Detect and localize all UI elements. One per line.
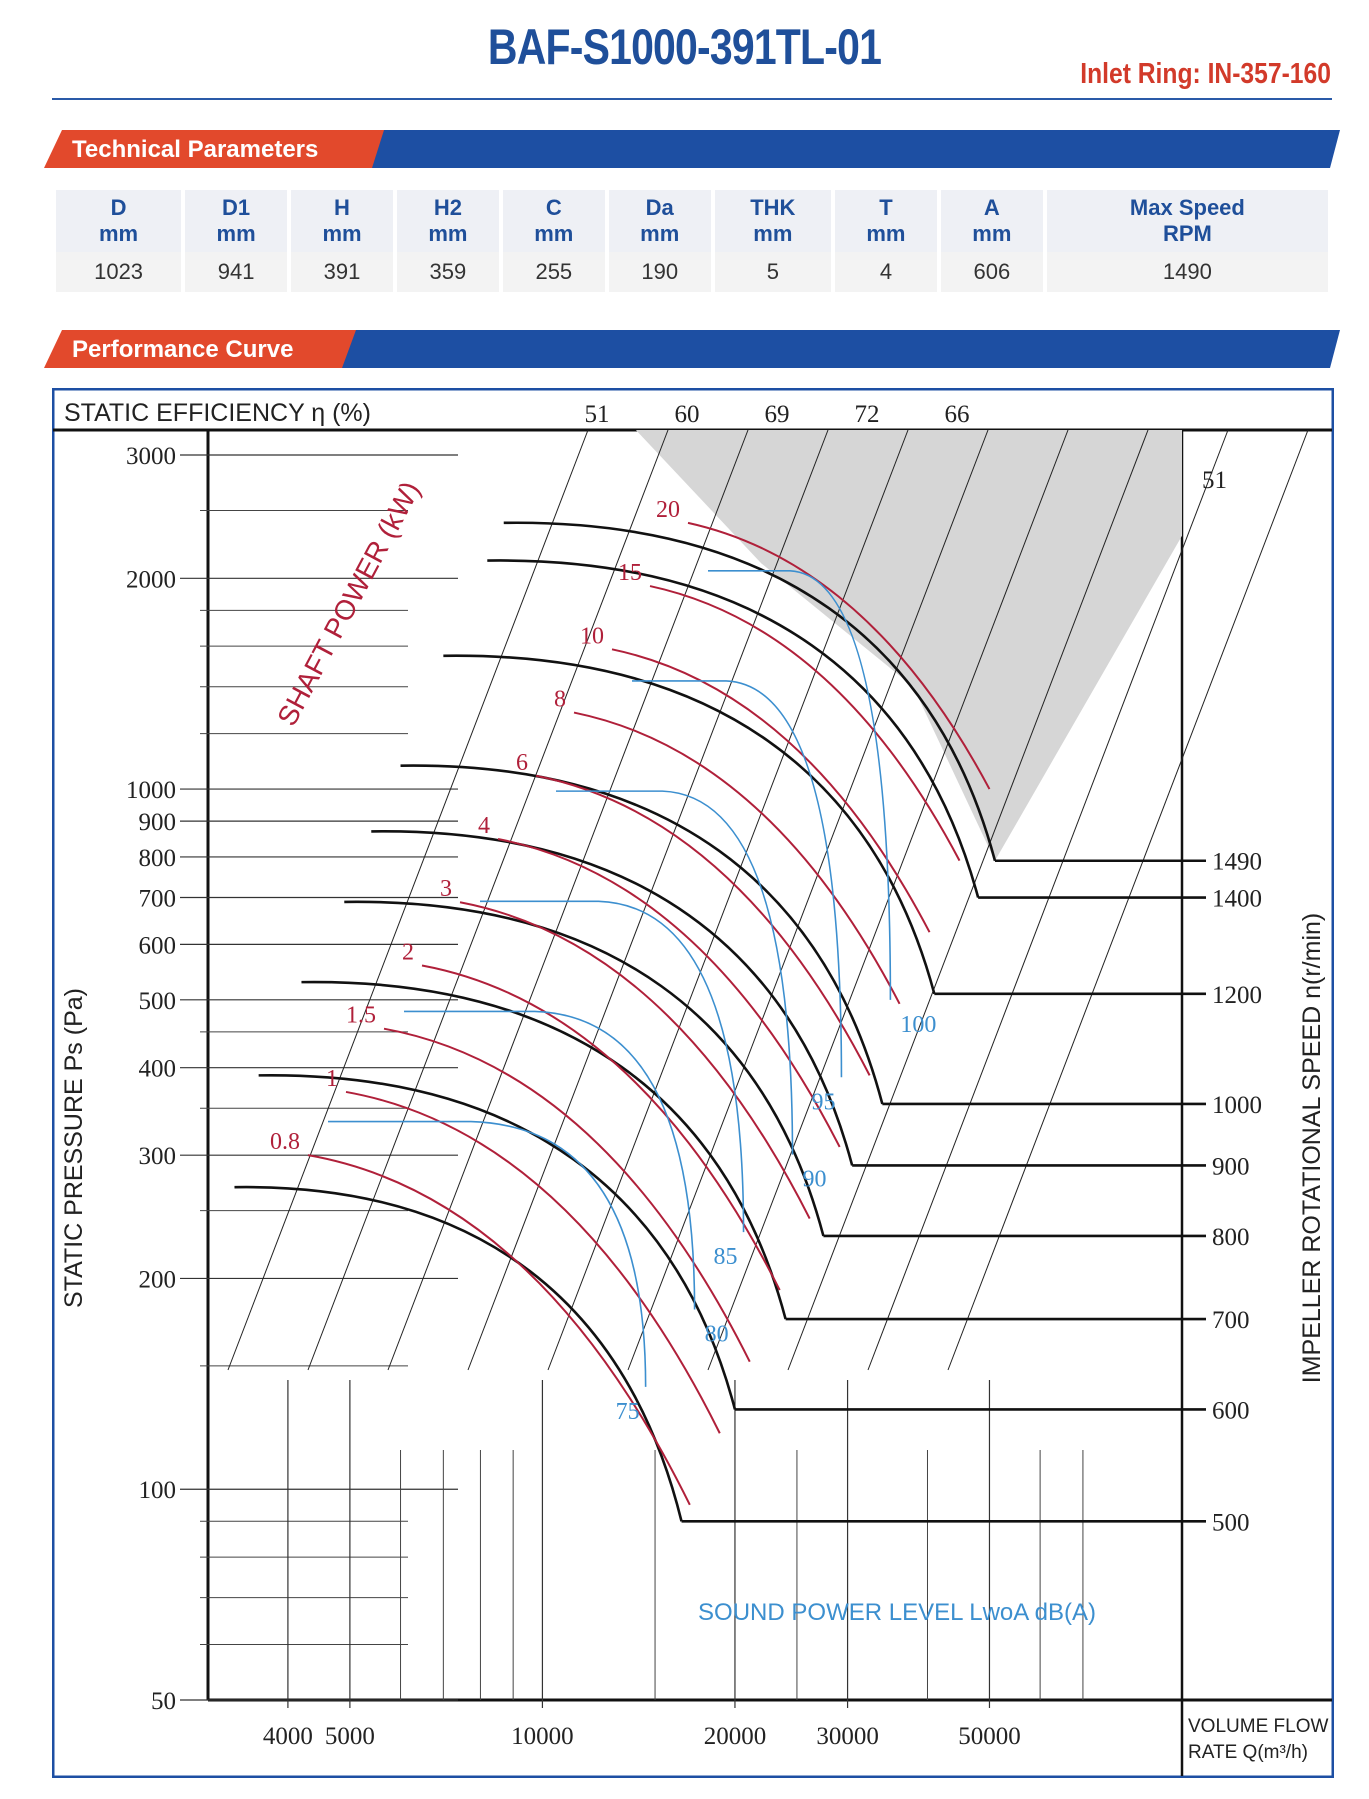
speed-label: 1490 <box>1212 848 1262 876</box>
x-tick-label: 30000 <box>816 1723 879 1750</box>
sound-curve-95 <box>632 681 841 1077</box>
banner-title: Performance Curve <box>72 336 294 363</box>
sound-level-title: SOUND POWER LEVEL LwoA dB(A) <box>698 1599 1096 1626</box>
efficiency-value-label: 69 <box>764 401 790 428</box>
param-name: Da <box>645 195 674 220</box>
param-name: H <box>334 195 350 220</box>
efficiency-grid-line <box>228 430 588 1370</box>
inlet-ring-label: Inlet Ring: IN-357-160 <box>1080 58 1331 90</box>
param-value-max-speed: 1490 <box>1047 252 1328 292</box>
sound-label: 80 <box>704 1321 729 1348</box>
parameters-table <box>52 190 1332 292</box>
performance-curve-banner <box>44 330 1340 368</box>
y-tick-label: 300 <box>138 1143 176 1171</box>
param-name: H2 <box>433 195 462 220</box>
param-unit: mm <box>640 221 680 246</box>
y-tick-label: 1000 <box>126 777 176 805</box>
efficiency-value-label: 66 <box>944 401 970 428</box>
param-header-h2 <box>397 190 499 252</box>
param-value-thk: 5 <box>715 252 831 292</box>
param-header-a <box>941 190 1043 252</box>
sound-label: 75 <box>615 1398 640 1425</box>
y-axis-title: STATIC PRESSURE Ps (Pa) <box>60 988 88 1308</box>
param-header-max-speed <box>1047 190 1328 252</box>
param-value-t: 4 <box>835 252 937 292</box>
y-tick-label: 800 <box>138 844 176 872</box>
param-header-t <box>835 190 937 252</box>
param-header-h <box>291 190 393 252</box>
param-name: Max Speed <box>1129 195 1245 220</box>
param-header-d1 <box>185 190 287 252</box>
speed-curve-500 <box>234 1187 681 1521</box>
speed-label: 1400 <box>1212 885 1262 913</box>
y-tick-label: 100 <box>138 1477 176 1505</box>
power-label: 2 <box>402 939 414 966</box>
sound-curve-85 <box>480 901 744 1232</box>
speed-label: 500 <box>1212 1509 1250 1537</box>
parameters-table-wrap <box>52 190 1332 292</box>
shaft-power-title: SHAFT POWER (kW) <box>271 476 427 731</box>
param-unit: RPM <box>1162 221 1212 246</box>
parameters-value-row <box>56 252 1328 292</box>
efficiency-value-label: 60 <box>674 401 700 428</box>
param-unit: mm <box>428 221 468 246</box>
y-tick-label: 400 <box>138 1055 176 1083</box>
technical-parameters-banner <box>44 130 1340 168</box>
y-tick-label: 700 <box>138 885 176 913</box>
param-value-h2: 359 <box>397 252 499 292</box>
speed-label: 900 <box>1212 1153 1250 1181</box>
power-label: 4 <box>478 813 490 840</box>
speed-curve-600 <box>259 1075 735 1409</box>
power-curve-1 <box>346 1092 720 1433</box>
shaded-region <box>636 430 1182 861</box>
power-label: 0.8 <box>270 1129 300 1156</box>
efficiency-axis-label: STATIC EFFICIENCY η (%) <box>64 399 371 427</box>
efficiency-value-label: 51 <box>1202 467 1227 494</box>
banner-title: Technical Parameters <box>72 136 319 163</box>
x-tick-label: 5000 <box>324 1723 375 1750</box>
power-label: 6 <box>516 749 528 776</box>
speed-label: 800 <box>1212 1223 1250 1251</box>
y-tick-label: 900 <box>138 809 176 837</box>
sound-curve-75 <box>328 1122 646 1387</box>
param-name: C <box>545 195 562 220</box>
x-axis-title-line2: RATE Q(m³/h) <box>1188 1742 1308 1763</box>
power-label: 10 <box>580 623 604 650</box>
power-label: 8 <box>554 686 566 713</box>
y-tick-label: 500 <box>138 987 176 1015</box>
power-curve-0.8 <box>308 1155 690 1505</box>
header-rule <box>52 98 1332 100</box>
power-label: 20 <box>656 496 680 523</box>
y-tick-label: 50 <box>151 1688 176 1715</box>
param-value-d1: 941 <box>185 252 287 292</box>
model-title: BAF-S1000-391TL-01 <box>487 19 882 75</box>
param-value-h: 391 <box>291 252 393 292</box>
x-tick-label: 4000 <box>262 1723 313 1750</box>
sound-label: 95 <box>811 1089 836 1116</box>
y-tick-label: 2000 <box>126 566 176 594</box>
parameters-header-row <box>56 190 1328 252</box>
sound-curve-90 <box>556 791 792 1155</box>
param-value-da: 190 <box>609 252 711 292</box>
performance-chart <box>52 388 1334 1783</box>
sound-curve-80 <box>404 1011 695 1309</box>
y-tick-label: 3000 <box>126 443 176 470</box>
performance-chart-svg <box>52 388 1334 1778</box>
param-value-d: 1023 <box>56 252 181 292</box>
param-name: A <box>983 195 1000 220</box>
efficiency-value-label: 51 <box>584 401 610 428</box>
param-unit: mm <box>99 221 139 246</box>
speed-label: 1000 <box>1212 1091 1262 1119</box>
param-name: D <box>110 195 127 220</box>
y-tick-label: 200 <box>138 1266 176 1294</box>
power-curve-2 <box>422 965 780 1290</box>
sound-label: 100 <box>900 1011 937 1038</box>
param-unit: mm <box>866 221 906 246</box>
param-unit: mm <box>753 221 793 246</box>
power-label: 15 <box>618 560 642 587</box>
y-tick-label: 600 <box>138 932 176 960</box>
efficiency-value-label: 72 <box>854 401 880 428</box>
power-label: 1.5 <box>346 1002 376 1029</box>
x-tick-label: 20000 <box>703 1723 767 1750</box>
param-unit: mm <box>322 221 362 246</box>
param-value-a: 606 <box>941 252 1043 292</box>
power-label: 3 <box>440 876 452 903</box>
param-unit: mm <box>534 221 574 246</box>
param-header-thk <box>715 190 831 252</box>
speed-label: 700 <box>1212 1307 1250 1335</box>
param-name: T <box>879 195 893 220</box>
speed-label: 1200 <box>1212 981 1262 1009</box>
speed-label: 600 <box>1212 1397 1250 1425</box>
param-header-d <box>56 190 181 252</box>
sound-label: 90 <box>802 1166 827 1193</box>
power-curve-3 <box>460 902 810 1218</box>
x-axis-title-line1: VOLUME FLOW <box>1188 1716 1329 1737</box>
sound-label: 85 <box>713 1244 738 1271</box>
param-name: D1 <box>222 195 251 220</box>
param-unit: mm <box>972 221 1012 246</box>
param-header-da <box>609 190 711 252</box>
param-unit: mm <box>216 221 256 246</box>
param-header-c <box>503 190 605 252</box>
param-value-c: 255 <box>503 252 605 292</box>
x-tick-label: 50000 <box>958 1723 1021 1750</box>
power-label: 1 <box>326 1065 338 1092</box>
param-name: THK <box>750 195 796 220</box>
x-tick-label: 10000 <box>511 1723 574 1750</box>
right-axis-title: IMPELLER ROTATIONAL SPEED n(r/min) <box>1298 912 1326 1384</box>
